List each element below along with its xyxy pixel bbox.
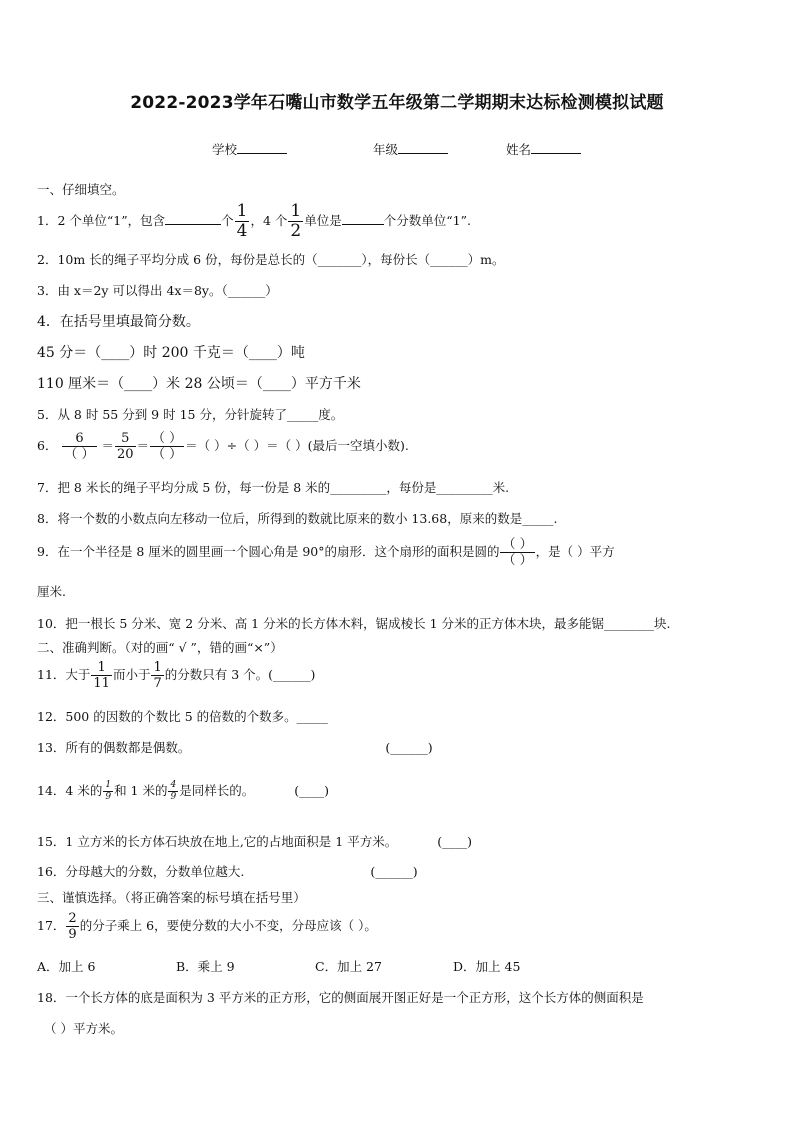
question-4-head: 4．在括号里填最简分数。 xyxy=(37,314,200,330)
question-9-cont: 厘米. xyxy=(37,584,66,599)
question-15: 15．1 立方米的长方体石块放在地上,它的占地面积是 1 平方米。 (____) xyxy=(37,834,472,849)
question-11: 11．大于 $\frac{1}{11}$ 而小于 $\frac{1}{7}$ 的分数只有 3 个。(______) xyxy=(37,660,316,691)
q1-blank-2[interactable] xyxy=(342,212,384,225)
question-2: 2．10m 长的绳子平均分成 6 份，每份是总长的（_______），每份长（______）m。 xyxy=(37,252,505,267)
question-4-line-1: 45 分＝（____）时 200 千克＝（____）吨 xyxy=(37,345,305,361)
name-field[interactable] xyxy=(506,140,581,158)
q15-answer-blank[interactable]: (____) xyxy=(437,834,472,849)
name-blank[interactable] xyxy=(531,141,581,154)
section-heading-2: 二、准确判断。（对的画“ √ ”，错的画“×”） xyxy=(37,640,283,655)
question-7: 7．把 8 米长的绳子平均分成 5 份，每一份是 8 米的_________，每份是_________米. xyxy=(37,480,510,495)
name-label: 姓名 xyxy=(506,142,532,157)
question-13: 13．所有的偶数都是偶数。 (______) xyxy=(37,740,433,755)
question-18: 18．一个长方体的底是面积为 3 平方米的正方形，它的侧面展开图正好是一个正方形，这个长方体的侧面积是 xyxy=(37,990,644,1005)
page-title: 2022-2023学年石嘴山市数学五年级第二学期期末达标检测模拟试题 xyxy=(130,93,664,113)
question-17: 17． $\frac{2}{9}$ 的分子乘上 6，要使分数的大小不变，分母应该（ ）。 xyxy=(37,911,377,942)
q6-fraction-3: $\frac{( )}{( )}$ xyxy=(152,431,183,462)
q13-answer-blank[interactable]: (______) xyxy=(385,740,433,755)
grade-blank[interactable] xyxy=(398,141,448,154)
grade-field[interactable] xyxy=(373,140,448,158)
q11-fraction-1: $\frac{1}{11}$ xyxy=(93,660,110,691)
q16-answer-blank[interactable]: (______) xyxy=(370,864,418,879)
question-1: 1．2 个单位“1”，包含 个 $\frac{1}{4}$ ，4 个 $\frac{1}{2}$ 单位是 个分数单位“1”. xyxy=(37,201,471,241)
question-10: 10．把一根长 5 分米、宽 2 分米、高 1 分米的长方体木料，锯成棱长 1 分米的正方体木块，最多能锯________块. xyxy=(37,616,671,631)
q1-blank-1[interactable] xyxy=(165,212,221,225)
school-field[interactable] xyxy=(212,140,287,158)
question-4-line-2: 110 厘米＝（____）米 28 公顷＝（____）平方千米 xyxy=(37,376,361,392)
question-12: 12．500 的因数的个数比 5 的倍数的个数多。_____ xyxy=(37,709,328,724)
question-6: 6． $\frac{6}{( )}$ ＝ $\frac{5}{20}$ ＝ $\frac{( )}{( )}$ ＝（ ）÷（ ）＝（ ）(最后一空填小数). xyxy=(37,431,409,462)
school-blank[interactable] xyxy=(237,141,287,154)
question-3: 3．由 x＝2y 可以得出 4x＝8y。（______） xyxy=(37,283,278,298)
question-9: 9．在一个半径是 8 厘米的圆里画一个圆心角是 90°的扇形．这个扇形的面积是圆的 $\frac{( )}{( )}$ ，是（ ）平方 xyxy=(37,537,615,568)
q6-fraction-1: $\frac{6}{( )}$ xyxy=(64,431,95,462)
question-5: 5．从 8 时 55 分到 9 时 15 分，分针旋转了_____度。 xyxy=(37,407,344,422)
q17-option-a[interactable]: A．加上 6 xyxy=(37,959,96,974)
q14-fraction-1: $\frac{1}{9}$ xyxy=(105,780,112,802)
q9-fraction: $\frac{( )}{( )}$ xyxy=(502,537,533,568)
grade-label: 年级 xyxy=(373,142,399,157)
q6-fraction-2: $\frac{5}{20}$ xyxy=(116,431,134,462)
q17-option-b[interactable]: B．乘上 9 xyxy=(176,959,235,974)
q1-fraction-1: $\frac{1}{4}$ xyxy=(236,201,248,241)
q17-option-c[interactable]: C．加上 27 xyxy=(315,959,382,974)
question-8: 8．将一个数的小数点向左移动一位后，所得到的数就比原来的数小 13.68，原来的数是_____. xyxy=(37,511,558,526)
q17-option-d[interactable]: D．加上 45 xyxy=(453,959,521,974)
question-16: 16．分母越大的分数，分数单位越大. (______) xyxy=(37,864,418,879)
school-label: 学校 xyxy=(212,142,238,157)
section-heading-1: 一、仔细填空。 xyxy=(37,182,125,197)
q14-fraction-2: $\frac{4}{9}$ xyxy=(170,780,177,802)
q14-answer-blank[interactable]: (____) xyxy=(294,783,329,798)
question-18-cont: （ ）平方米。 xyxy=(44,1021,123,1036)
q11-fraction-2: $\frac{1}{7}$ xyxy=(153,660,162,691)
section-heading-3: 三、谨慎选择。（将正确答案的标号填在括号里） xyxy=(37,890,306,905)
question-14: 14．4 米的 $\frac{1}{9}$ 和 1 米的 $\frac{4}{9}$ 是同样长的。 (____) xyxy=(37,780,329,802)
q1-fraction-2: $\frac{1}{2}$ xyxy=(290,201,302,241)
q17-fraction: $\frac{2}{9}$ xyxy=(68,911,77,942)
